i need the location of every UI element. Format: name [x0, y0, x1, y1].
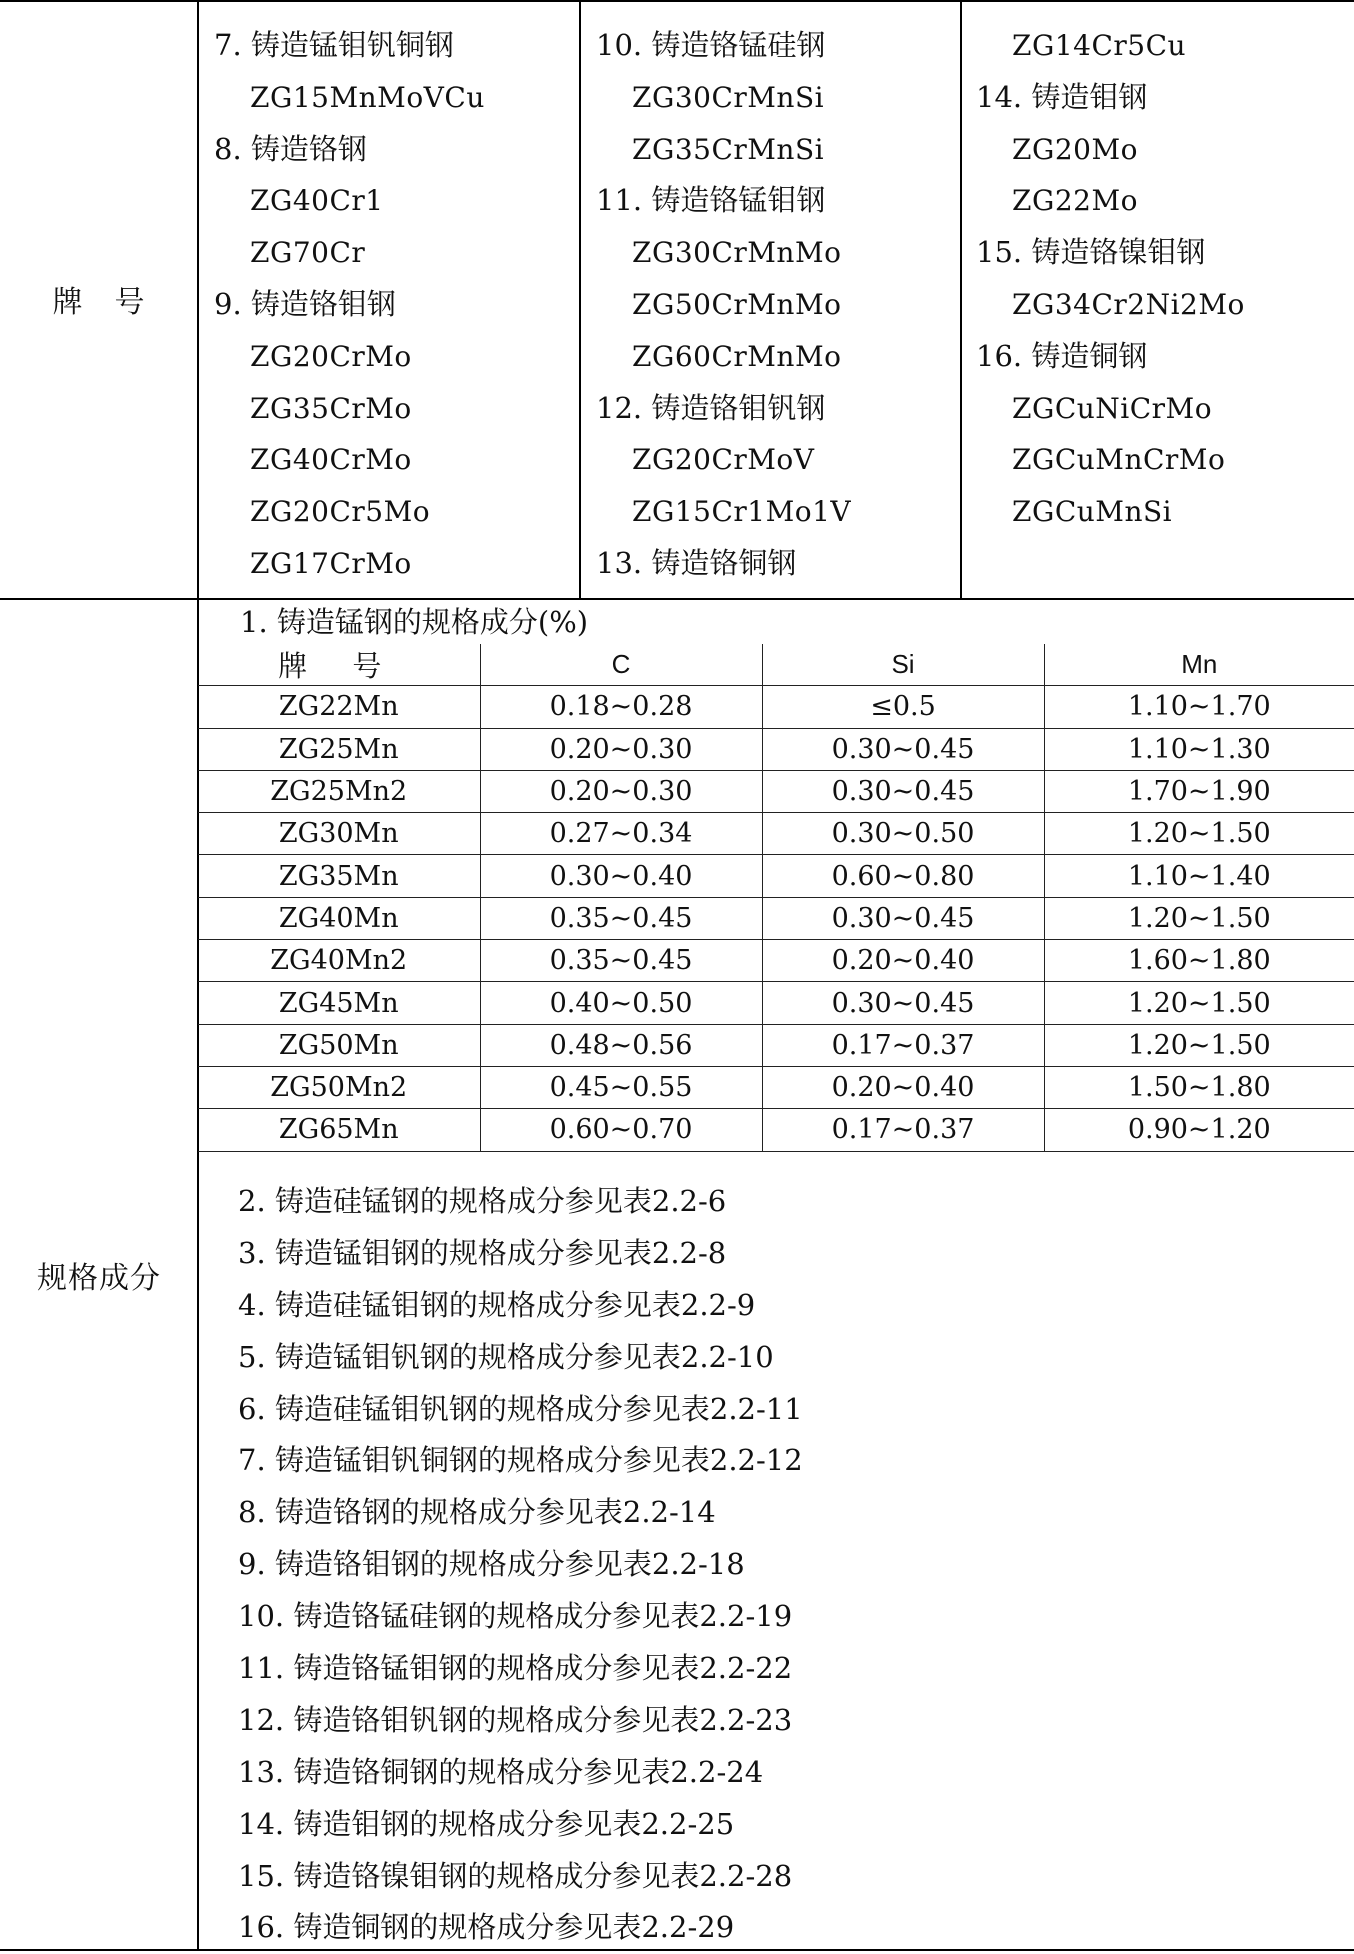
grade-cell: ZG35Mn [198, 855, 480, 897]
c-cell: 0.60~0.70 [480, 1109, 762, 1151]
table-row [198, 1024, 1354, 1066]
table-row [198, 940, 1354, 982]
reference-item: 16. 铸造铜钢的规格成分参见表2.2-29 [238, 1910, 735, 1945]
grade-code: ZG14Cr5Cu [1012, 29, 1187, 62]
mn-cell: 1.20~1.50 [1044, 897, 1354, 939]
reference-item: 13. 铸造铬铜钢的规格成分参见表2.2-24 [238, 1754, 764, 1789]
grade-cell: ZG50Mn [198, 1024, 480, 1066]
reference-item: 5. 铸造锰钼钒钢的规格成分参见表2.2-10 [238, 1339, 774, 1374]
header-grade: 牌 号 [198, 644, 480, 686]
c-cell: 0.35~0.45 [480, 940, 762, 982]
grade-group-heading: 16. 铸造铜钢 [976, 338, 1148, 373]
c-cell: 0.40~0.50 [480, 982, 762, 1024]
mn-cell: 1.10~1.70 [1044, 686, 1354, 728]
reference-list [238, 1176, 803, 1954]
grade-group-heading: 15. 铸造铬镍钼钢 [976, 235, 1206, 270]
reference-item: 2. 铸造硅锰钢的规格成分参见表2.2-6 [238, 1184, 727, 1218]
table-row [198, 982, 1354, 1024]
grade-group-heading: 12. 铸造铬钼钒钢 [596, 390, 826, 425]
reference-item: 9. 铸造铬钼钢的规格成分参见表2.2-18 [238, 1547, 745, 1582]
c-cell: 0.45~0.55 [480, 1066, 762, 1108]
grade-code: ZG35CrMo [250, 391, 412, 425]
reference-item: 7. 铸造锰钼钒铜钢的规格成分参见表2.2-12 [238, 1443, 803, 1478]
si-cell: 0.20~0.40 [762, 1066, 1044, 1108]
si-cell: 0.30~0.45 [762, 982, 1044, 1024]
grade-code: ZG20CrMo [250, 339, 412, 373]
mn-cell: 1.10~1.40 [1044, 855, 1354, 897]
si-cell: 0.17~0.37 [762, 1109, 1044, 1151]
grade-group-heading: 8. 铸造铬钢 [214, 131, 367, 166]
reference-item: 10. 铸造铬锰硅钢的规格成分参见表2.2-19 [238, 1599, 793, 1634]
grade-code: ZG60CrMnMo [632, 339, 842, 373]
c-cell: 0.48~0.56 [480, 1024, 762, 1066]
grade-code: ZG50CrMnMo [632, 287, 842, 321]
reference-item: 3. 铸造锰钼钢的规格成分参见表2.2-8 [238, 1235, 727, 1270]
c-cell: 0.35~0.45 [480, 897, 762, 939]
mn-table-caption: 1. 铸造锰钢的规格成分(%) [240, 605, 589, 639]
si-cell: ≤0.5 [762, 686, 1044, 728]
grade-code: ZG30CrMnSi [632, 80, 825, 114]
grade-code: ZG40CrMo [250, 443, 412, 477]
si-cell: 0.60~0.80 [762, 855, 1044, 897]
table-row [198, 813, 1354, 855]
spec-label: 规格成分 [37, 1260, 161, 1296]
si-cell: 0.30~0.45 [762, 897, 1044, 939]
grade-column-divider-2 [960, 0, 962, 599]
grades-label: 牌 号 [52, 285, 146, 320]
grade-cell: ZG25Mn [198, 728, 480, 770]
c-cell: 0.18~0.28 [480, 686, 762, 728]
si-cell: 0.30~0.45 [762, 770, 1044, 812]
grade-column-3 [976, 20, 1245, 538]
reference-item: 8. 铸造铬钢的规格成分参见表2.2-14 [238, 1495, 716, 1530]
table-header-row [198, 644, 1354, 686]
grade-code: ZG34Cr2Ni2Mo [1012, 287, 1245, 321]
mn-cell: 0.90~1.20 [1044, 1109, 1354, 1151]
c-cell: 0.20~0.30 [480, 728, 762, 770]
grade-cell: ZG50Mn2 [198, 1066, 480, 1108]
table-row [198, 728, 1354, 770]
table-row [198, 1066, 1354, 1108]
manganese-steel-table [198, 644, 1354, 1152]
grade-cell: ZG45Mn [198, 982, 480, 1024]
si-cell: 0.30~0.45 [762, 728, 1044, 770]
mn-cell: 1.20~1.50 [1044, 982, 1354, 1024]
grade-column-2 [596, 20, 851, 590]
mn-cell: 1.20~1.50 [1044, 1024, 1354, 1066]
mn-cell: 1.10~1.30 [1044, 728, 1354, 770]
mn-cell: 1.70~1.90 [1044, 770, 1354, 812]
grade-cell: ZG40Mn2 [198, 940, 480, 982]
grade-code: ZG40Cr1 [250, 184, 384, 218]
grade-cell: ZG40Mn [198, 897, 480, 939]
table-row [198, 686, 1354, 728]
grade-group-heading: 13. 铸造铬铜钢 [596, 545, 797, 580]
grade-group-heading: 10. 铸造铬锰硅钢 [596, 28, 826, 62]
mn-cell: 1.60~1.80 [1044, 940, 1354, 982]
grade-cell: ZG30Mn [198, 813, 480, 855]
grade-code: ZGCuMnCrMo [1012, 443, 1226, 477]
grade-column-divider-1 [579, 0, 581, 599]
grade-cell: ZG65Mn [198, 1109, 480, 1151]
reference-item: 4. 铸造硅锰钼钢的规格成分参见表2.2-9 [238, 1287, 756, 1322]
table-row [198, 897, 1354, 939]
si-cell: 0.20~0.40 [762, 940, 1044, 982]
grade-code: ZG15MnMoVCu [250, 80, 485, 114]
grade-code: ZG22Mo [1012, 184, 1138, 218]
top-rule [0, 0, 1354, 2]
grade-code: ZG70Cr [250, 236, 366, 270]
header-mn: Mn [1044, 644, 1354, 686]
c-cell: 0.27~0.34 [480, 813, 762, 855]
section-divider [0, 598, 1354, 600]
grade-cell: ZG22Mn [198, 686, 480, 728]
grade-code: ZG20Cr5Mo [250, 495, 431, 529]
si-cell: 0.17~0.37 [762, 1024, 1044, 1066]
grade-code: ZGCuMnSi [1012, 495, 1173, 529]
reference-item: 14. 铸造钼钢的规格成分参见表2.2-25 [238, 1806, 735, 1841]
grade-code: ZG30CrMnMo [632, 236, 842, 270]
grade-code: ZG17CrMo [250, 546, 412, 580]
reference-item: 15. 铸造铬镍钼钢的规格成分参见表2.2-28 [238, 1858, 793, 1893]
c-cell: 0.20~0.30 [480, 770, 762, 812]
grade-group-heading: 9. 铸造铬钼钢 [214, 286, 396, 321]
si-cell: 0.30~0.50 [762, 813, 1044, 855]
grade-code: ZG20CrMoV [632, 443, 815, 477]
mn-cell: 1.20~1.50 [1044, 813, 1354, 855]
grade-code: ZG15Cr1Mo1V [632, 495, 852, 529]
grade-group-heading: 7. 铸造锰钼钒铜钢 [214, 28, 454, 62]
reference-item: 11. 铸造铬锰钼钢的规格成分参见表2.2-22 [238, 1651, 793, 1686]
header-si: Si [762, 644, 1044, 686]
grade-group-heading: 11. 铸造铬锰钼钢 [596, 183, 826, 218]
c-cell: 0.30~0.40 [480, 855, 762, 897]
grade-code: ZG35CrMnSi [632, 132, 825, 166]
grade-group-heading: 14. 铸造钼钢 [976, 79, 1148, 114]
grade-code: ZGCuNiCrMo [1012, 391, 1213, 425]
mn-cell: 1.50~1.80 [1044, 1066, 1354, 1108]
table-row [198, 1109, 1354, 1151]
header-c: C [480, 644, 762, 686]
table-row [198, 855, 1354, 897]
grade-column-1 [214, 20, 485, 590]
grade-cell: ZG25Mn2 [198, 770, 480, 812]
reference-item: 6. 铸造硅锰钼钒钢的规格成分参见表2.2-11 [238, 1391, 803, 1426]
reference-item: 12. 铸造铬钼钒钢的规格成分参见表2.2-23 [238, 1702, 793, 1737]
table-row [198, 770, 1354, 812]
grade-code: ZG20Mo [1012, 132, 1138, 166]
